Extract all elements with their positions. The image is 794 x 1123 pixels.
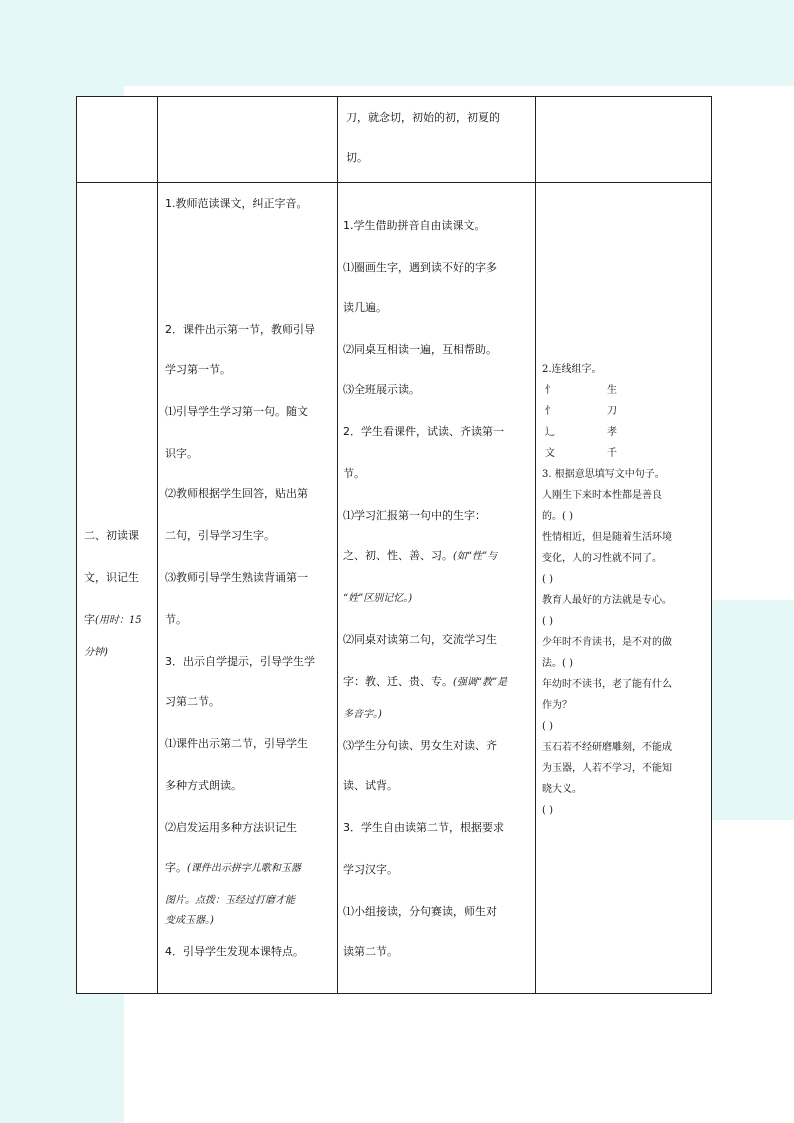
student-step: ⑶学生分句读、男女生对读、齐 [343, 739, 497, 752]
teacher-step-note: 变成玉器。) [165, 915, 214, 926]
col-divider-1 [157, 97, 158, 993]
teacher-step: 识字。 [165, 447, 198, 460]
col-divider-3 [535, 97, 536, 993]
teacher-step: 字。(课件出示拼字儿歌和玉器 [165, 861, 301, 874]
student-step: ⑴圈画生字，遇到读不好的字多 [343, 261, 497, 274]
exercise-line: 年幼时不读书，老了能有什么 [542, 679, 672, 690]
exercise-line: ( ) [542, 574, 553, 585]
student-step: ⑴学习汇报第一句中的生字： [343, 509, 486, 522]
stage-duration-note: 分钟) [84, 647, 108, 658]
teacher-step: ⑶教师引导学生熟读背诵第一 [165, 571, 308, 584]
teacher-step: 学习第一节。 [165, 363, 231, 376]
teacher-step: ⑵启发运用多种方法识记生 [165, 821, 297, 834]
teacher-step: 3．出示自学提示，引导学生学 [165, 655, 315, 668]
teacher-step: 2．课件出示第一节，教师引导 [165, 323, 315, 336]
radical-left: 忄 [545, 406, 555, 417]
student-step: ⑴小组接读，分句赛读，师生对 [343, 905, 497, 918]
student-step: 读第二节。 [343, 945, 398, 958]
teacher-step: 习第二节。 [165, 695, 220, 708]
teacher-step: 1.教师范读课文，纠正字音。 [165, 197, 308, 210]
teacher-step: ⑴引导学生学习第一句。随文 [165, 405, 308, 418]
radical-left: 辶 [545, 427, 555, 438]
exercise-line: 少年时不肯读书，是不对的做 [542, 637, 672, 648]
exercise-line: ( ) [542, 616, 553, 627]
teacher-step-note: 图片。点拨：玉经过打磨才能 [165, 895, 295, 906]
student-step: 2．学生看课件，试读、齐读第一 [343, 425, 504, 438]
page-margin-right-block [712, 600, 794, 820]
exercise-line: 作为？ [542, 700, 572, 711]
exercise-line: 法。( ) [542, 658, 573, 669]
teacher-step: 节。 [165, 613, 187, 626]
teacher-step: 4．引导学生发现本课特点。 [165, 945, 304, 958]
student-step: 学习汉字。 [343, 863, 398, 876]
student-step: 1.学生借助拼音自由读课文。 [343, 219, 486, 232]
teacher-step: 二句，引导学习生字。 [165, 529, 275, 542]
stage-title-line: 字(用时：15 [84, 613, 142, 626]
exercise-line: ( ) [542, 805, 553, 816]
exercise-q2-title: 2.连线组字。 [542, 364, 602, 375]
radical-right: 生 [607, 385, 617, 396]
student-step: 字：教、迁、贵、专。(强调“教”是 [343, 675, 508, 688]
student-step: 之、初、性、善、习。(如“性”与 [343, 549, 498, 562]
student-step-note: 多音字。) [343, 709, 382, 720]
student-step: 读几遍。 [343, 301, 387, 314]
student-step: ⑵同桌互相读一遍，互相帮助。 [343, 343, 497, 356]
teacher-step: 多种方式朗读。 [165, 779, 242, 792]
radical-left: 文 [545, 448, 555, 459]
exercise-line: 的。( ) [542, 511, 573, 522]
exercise-line: ( ) [542, 721, 553, 732]
radical-right: 刀 [607, 406, 617, 417]
exercise-line: 教育人最好的方法就是专心。 [542, 595, 672, 606]
exercise-q3-title: 3. 根据意思填写文中句子。 [542, 469, 665, 480]
radical-right: 孝 [607, 427, 617, 438]
student-step-note: “姓”区别记忆。) [343, 593, 413, 604]
exercise-line: 性情相近，但是随着生活环境 [542, 532, 672, 543]
row1-col3-line: 切。 [346, 151, 368, 164]
radical-right: 千 [607, 448, 617, 459]
exercise-line: 变化，人的习性就不同了。 [542, 553, 662, 564]
teacher-step: ⑴课件出示第二节，引导学生 [165, 737, 308, 750]
student-step: 3．学生自由读第二节，根据要求 [343, 821, 504, 834]
exercise-line: 玉石若不经研磨雕刻，不能成 [542, 742, 672, 753]
row1-col3-line: 刀，就念切，初始的初，初夏的 [346, 111, 500, 124]
student-step: 读、试背。 [343, 779, 398, 792]
exercise-line: 晓大义。 [542, 784, 582, 795]
student-step: ⑶全班展示读。 [343, 383, 420, 396]
lesson-plan-table [76, 96, 712, 994]
exercise-line: 人刚生下来时本性都是善良 [542, 490, 662, 501]
stage-title-line: 文，识记生 [84, 571, 139, 584]
col-divider-2 [337, 97, 338, 993]
stage-title-line: 二、初读课 [84, 529, 139, 542]
student-step: ⑵同桌对读第二句，交流学习生 [343, 633, 497, 646]
teacher-step: ⑵教师根据学生回答，贴出第 [165, 487, 308, 500]
exercise-line: 为玉器，人若不学习，不能知 [542, 763, 672, 774]
row-divider [77, 182, 711, 183]
stage-duration-note: (用时：15 [95, 615, 142, 626]
radical-left: 忄 [545, 385, 555, 396]
student-step: 节。 [343, 467, 365, 480]
